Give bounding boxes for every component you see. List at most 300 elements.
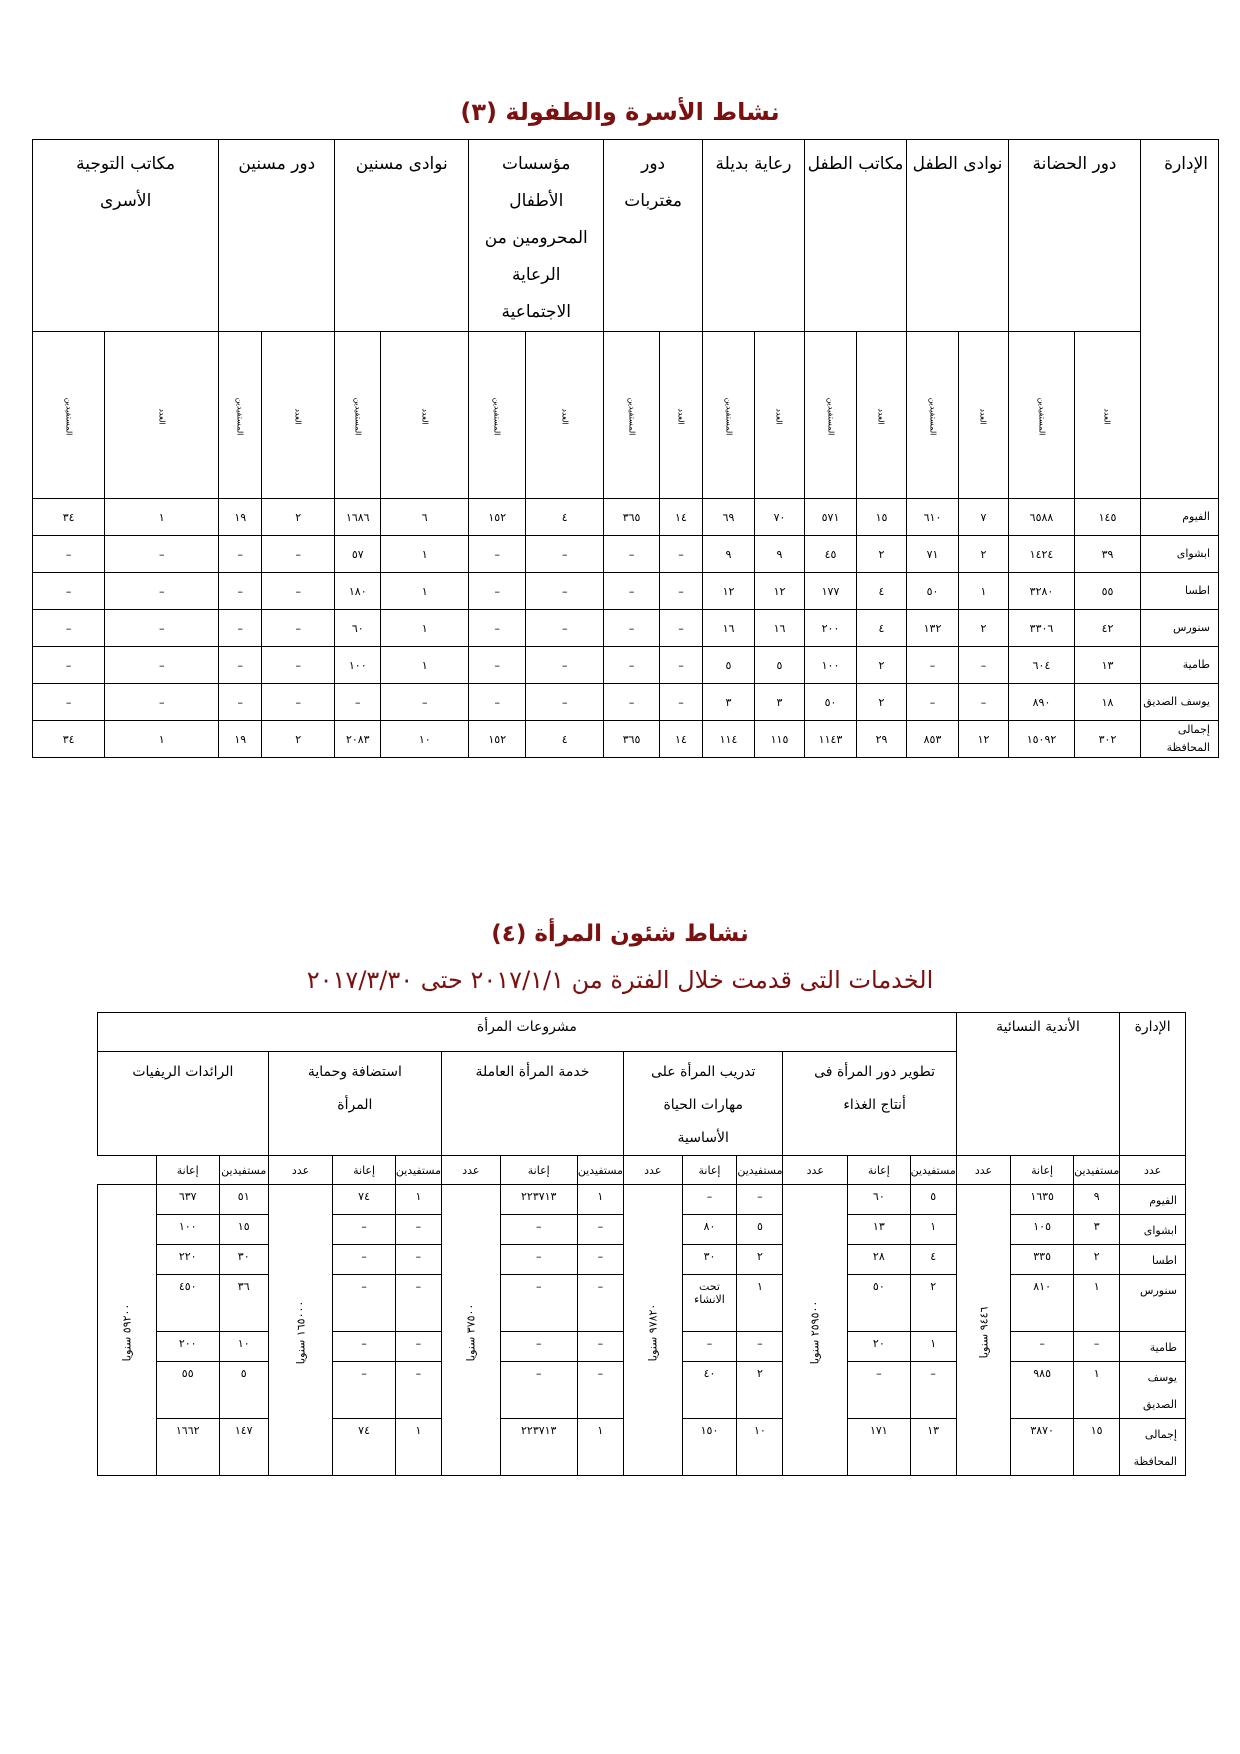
count-cell — [395, 1245, 441, 1275]
count-cell: ٥ — [219, 1362, 268, 1419]
beneficiaries-cell: ٢٨ — [848, 1245, 911, 1275]
data-cell — [604, 684, 660, 721]
data-cell: ٥ — [703, 647, 755, 684]
data-cell: ٥٠ — [805, 684, 857, 721]
data-cell — [604, 647, 660, 684]
count-cell — [577, 1332, 623, 1362]
data-cell: ٣٦٥ — [604, 499, 660, 536]
beneficiaries-cell — [500, 1215, 577, 1245]
group-header: دور مسنين — [219, 140, 335, 332]
count-cell — [395, 1275, 441, 1332]
admin-name-cell: سنورس — [1141, 610, 1219, 647]
group-header: مكاتب التوجية الأسرى — [33, 140, 219, 332]
data-cell — [907, 684, 959, 721]
data-cell: ١٥٢ — [469, 499, 526, 536]
project-header: استضافة وحماية المرأة — [268, 1052, 441, 1156]
count-cell: ٢ — [737, 1245, 783, 1275]
admin-name-cell: ابشواى — [1120, 1215, 1186, 1245]
data-cell — [33, 684, 105, 721]
data-cell: ٤ — [526, 721, 604, 758]
admin-name-cell: الفيوم — [1120, 1185, 1186, 1215]
data-cell: ٢ — [857, 536, 907, 573]
count-cell — [577, 1215, 623, 1245]
data-cell: ١٨٠ — [335, 573, 381, 610]
columns-row — [98, 1156, 1186, 1185]
aid-cell — [268, 1185, 333, 1476]
count-subheader: العدد — [262, 332, 335, 499]
data-cell: ٧ — [959, 499, 1009, 536]
admin-header: الإدارة — [1120, 1013, 1186, 1156]
data-cell — [469, 684, 526, 721]
count-cell: ٢ — [737, 1362, 783, 1419]
aid-cell — [956, 1185, 1010, 1476]
beneficiaries-cell — [333, 1245, 396, 1275]
aid-value: ٣٧٥٠٠ سنويا — [464, 1303, 478, 1362]
beneficiaries-header: مستفيدين — [737, 1156, 783, 1185]
beneficiaries-subheader: المستفيدين — [219, 332, 262, 499]
data-cell — [659, 684, 702, 721]
data-cell — [262, 647, 335, 684]
data-cell: ١٤ — [659, 499, 702, 536]
admin-header: الإدارة — [1141, 140, 1219, 499]
clubs-header: الأندية النسائية — [956, 1013, 1120, 1156]
data-cell: ١٠٠ — [335, 647, 381, 684]
data-cell: ٦٥٨٨ — [1009, 499, 1075, 536]
aid-value: ٩٧٨٢٠ سنويا — [646, 1303, 660, 1362]
count-cell: ٣٠ — [219, 1245, 268, 1275]
count-header: عدد — [956, 1156, 1010, 1185]
beneficiaries-cell: ١٠٥ — [1011, 1215, 1074, 1245]
data-cell: ١٢ — [703, 573, 755, 610]
data-cell: ٦٠٤ — [1009, 647, 1075, 684]
data-cell: ٩ — [755, 536, 805, 573]
data-cell — [105, 536, 219, 573]
group-header: رعاية بديلة — [703, 140, 805, 332]
count-subheader: العدد — [526, 332, 604, 499]
count-cell: ١٠ — [219, 1332, 268, 1362]
beneficiaries-cell — [500, 1275, 577, 1332]
beneficiaries-cell: ١٥٠ — [682, 1419, 737, 1476]
beneficiaries-cell — [333, 1215, 396, 1245]
data-cell — [105, 647, 219, 684]
beneficiaries-cell — [500, 1362, 577, 1419]
data-cell — [262, 573, 335, 610]
count-cell: ١ — [1074, 1362, 1120, 1419]
count-cell: ١ — [910, 1215, 956, 1245]
admin-name-cell: اطسا — [1141, 573, 1219, 610]
beneficiaries-subheader: المستفيدين — [33, 332, 105, 499]
data-cell — [105, 573, 219, 610]
admin-name-cell: يوسف الصديق — [1141, 684, 1219, 721]
data-cell — [959, 647, 1009, 684]
data-cell: ٤ — [526, 499, 604, 536]
aid-cell — [783, 1185, 848, 1476]
count-cell: ١ — [577, 1185, 623, 1215]
beneficiaries-subheader: المستفيدين — [604, 332, 660, 499]
beneficiaries-cell: ٢٠٠ — [156, 1332, 219, 1362]
count-cell: ١ — [577, 1419, 623, 1476]
beneficiaries-cell — [1011, 1332, 1074, 1362]
data-cell: ١ — [959, 573, 1009, 610]
count-cell: ١ — [737, 1275, 783, 1332]
group-header: دور الحضانة — [1009, 140, 1141, 332]
data-cell: ١٩ — [219, 499, 262, 536]
beneficiaries-cell: تحت الانشاء — [682, 1275, 737, 1332]
beneficiaries-subheader: المستفيدين — [703, 332, 755, 499]
data-cell: ٦١٠ — [907, 499, 959, 536]
beneficiaries-header: مستفيدين — [1074, 1156, 1120, 1185]
beneficiaries-header: مستفيدين — [577, 1156, 623, 1185]
data-cell: ١ — [105, 721, 219, 758]
section2-subtitle: الخدمات التى قدمت خلال الفترة من ٢٠١٧/١/١ حتى ٢٠١٧/٣/٣٠ — [306, 966, 934, 994]
data-cell: ١٤ — [659, 721, 702, 758]
count-cell — [1074, 1332, 1120, 1362]
data-cell — [33, 610, 105, 647]
data-cell: ٢ — [959, 536, 1009, 573]
project-header: خدمة المرأة العاملة — [441, 1052, 623, 1156]
data-cell — [604, 536, 660, 573]
admin-name-cell: إجمالى المحافظة — [1141, 721, 1219, 758]
beneficiaries-cell: ٦٠ — [848, 1185, 911, 1215]
count-cell: ١ — [395, 1419, 441, 1476]
data-cell — [33, 536, 105, 573]
aid-value: ٢٥٩٥٠٠ سنويا — [808, 1300, 822, 1365]
data-cell: ٢٠٨٣ — [335, 721, 381, 758]
data-cell: ١٥٠٩٢ — [1009, 721, 1075, 758]
count-subheader: العدد — [857, 332, 907, 499]
data-cell: ٣٢٨٠ — [1009, 573, 1075, 610]
count-cell: ١ — [395, 1185, 441, 1215]
project-header: تدريب المرأة على مهارات الحياة الأساسية — [623, 1052, 783, 1156]
count-cell: – — [737, 1185, 783, 1215]
beneficiaries-cell — [333, 1275, 396, 1332]
table-row — [98, 1185, 1186, 1215]
data-cell: ١٥ — [857, 499, 907, 536]
women-affairs-table — [97, 1012, 1186, 1476]
count-cell: ٤ — [910, 1245, 956, 1275]
beneficiaries-cell: ٣٠ — [682, 1245, 737, 1275]
data-cell — [469, 573, 526, 610]
data-cell: ١١٤٣ — [805, 721, 857, 758]
data-cell — [659, 647, 702, 684]
aid-cell — [623, 1185, 682, 1476]
data-cell — [469, 610, 526, 647]
data-cell: ١ — [105, 499, 219, 536]
count-cell: ١٣ — [910, 1419, 956, 1476]
data-cell — [604, 610, 660, 647]
group-header: دور مغتربات — [604, 140, 703, 332]
group-header: نوادى الطفل — [907, 140, 1009, 332]
count-cell: ٥ — [910, 1185, 956, 1215]
count-cell: ٩ — [1074, 1185, 1120, 1215]
data-cell: ١٤٢٤ — [1009, 536, 1075, 573]
table-row — [33, 684, 1219, 721]
data-cell: ٨٩٠ — [1009, 684, 1075, 721]
beneficiaries-cell: ٢٢٠ — [156, 1245, 219, 1275]
data-cell — [526, 647, 604, 684]
aid-header: إعانة — [500, 1156, 577, 1185]
beneficiaries-cell: ٨١٠ — [1011, 1275, 1074, 1332]
beneficiaries-cell: ٧٤ — [333, 1419, 396, 1476]
beneficiaries-subheader: المستفيدين — [907, 332, 959, 499]
beneficiaries-cell: ٦٣٧ — [156, 1185, 219, 1215]
section1-title: (٣) نشاط الأسرة والطفولة — [460, 98, 780, 126]
admin-name-cell: سنورس — [1120, 1275, 1186, 1332]
data-cell — [381, 684, 469, 721]
data-cell: ١٦٨٦ — [335, 499, 381, 536]
admin-name-cell: ابشواى — [1141, 536, 1219, 573]
data-cell: ١ — [381, 536, 469, 573]
family-childhood-table — [32, 139, 1219, 758]
beneficiaries-subheader: المستفيدين — [335, 332, 381, 499]
data-cell — [907, 647, 959, 684]
data-cell — [659, 573, 702, 610]
beneficiaries-cell: ١٠٠ — [156, 1215, 219, 1245]
count-cell — [577, 1275, 623, 1332]
aid-header: إعانة — [682, 1156, 737, 1185]
data-cell — [262, 610, 335, 647]
data-cell: ٣٤ — [33, 721, 105, 758]
data-cell: ١٦ — [755, 610, 805, 647]
data-cell: ١٦ — [703, 610, 755, 647]
data-cell: ٣٣٠٦ — [1009, 610, 1075, 647]
group-header: نوادى مسنين — [335, 140, 469, 332]
data-cell: ٢٠٠ — [805, 610, 857, 647]
aid-header: إعانة — [848, 1156, 911, 1185]
data-cell — [469, 647, 526, 684]
data-cell: ٧٠ — [755, 499, 805, 536]
count-cell — [395, 1215, 441, 1245]
count-cell — [395, 1332, 441, 1362]
data-cell — [33, 573, 105, 610]
beneficiaries-cell: ٣٣٥ — [1011, 1245, 1074, 1275]
section2-title: (٤) نشاط شئون المرأة — [491, 921, 749, 947]
data-cell — [33, 647, 105, 684]
aid-value: ٩٤٤٦ سنويا — [976, 1306, 990, 1359]
count-header: عدد — [783, 1156, 848, 1185]
aid-cell — [441, 1185, 500, 1476]
data-cell — [105, 610, 219, 647]
data-cell: ٢ — [262, 499, 335, 536]
group-header: مؤسسات الأطفال المحرومين من الرعاية الاجتماعية — [469, 140, 604, 332]
data-cell: ١٤٥ — [1075, 499, 1141, 536]
data-cell: ٤ — [857, 573, 907, 610]
data-cell: ٦٠ — [335, 610, 381, 647]
aid-cell — [98, 1185, 157, 1476]
count-cell — [737, 1332, 783, 1362]
data-cell — [526, 536, 604, 573]
beneficiaries-cell — [848, 1362, 911, 1419]
data-cell — [219, 573, 262, 610]
count-subheader: العدد — [105, 332, 219, 499]
table-row — [33, 573, 1219, 610]
data-cell: ١٠٠ — [805, 647, 857, 684]
count-cell: ٥١ — [219, 1185, 268, 1215]
beneficiaries-cell: ١٦٦٢ — [156, 1419, 219, 1476]
data-cell: ٣٦٥ — [604, 721, 660, 758]
aid-header: إعانة — [156, 1156, 219, 1185]
count-cell: ١ — [1074, 1275, 1120, 1332]
beneficiaries-cell: ٥٥ — [156, 1362, 219, 1419]
aid-value: ٥٩٢٠٠ سنويا — [120, 1303, 134, 1362]
data-cell — [105, 684, 219, 721]
count-cell — [577, 1245, 623, 1275]
count-cell: ١٤٧ — [219, 1419, 268, 1476]
beneficiaries-cell: ٤٥٠ — [156, 1275, 219, 1332]
admin-name-cell: يوسف الصديق — [1120, 1362, 1186, 1419]
table-row — [33, 499, 1219, 536]
count-header: عدد — [441, 1156, 500, 1185]
count-cell: ١٥ — [1074, 1419, 1120, 1476]
admin-name-cell: طامية — [1120, 1332, 1186, 1362]
data-cell: ٤ — [857, 610, 907, 647]
data-cell — [219, 684, 262, 721]
project-header: تطوير دور المرأة فى أنتاج الغذاء — [783, 1052, 956, 1156]
data-cell — [604, 573, 660, 610]
projects-header: مشروعات المرأة — [98, 1013, 957, 1052]
beneficiaries-cell: ٨٠ — [682, 1215, 737, 1245]
data-cell: ١٢ — [959, 721, 1009, 758]
count-cell: ٣٦ — [219, 1275, 268, 1332]
data-cell: ١٩ — [219, 721, 262, 758]
admin-name-cell: إجمالى المحافظة — [1120, 1419, 1186, 1476]
data-cell: ١٨ — [1075, 684, 1141, 721]
count-header: عدد — [268, 1156, 333, 1185]
data-cell: ٣٤ — [33, 499, 105, 536]
data-cell: ١ — [381, 610, 469, 647]
data-cell: ٥٥ — [1075, 573, 1141, 610]
data-cell — [262, 536, 335, 573]
data-cell — [262, 684, 335, 721]
count-cell: ١ — [910, 1332, 956, 1362]
beneficiaries-cell: ٩٨٥ — [1011, 1362, 1074, 1419]
table-subheader-row — [33, 332, 1219, 499]
admin-name-cell: الفيوم — [1141, 499, 1219, 536]
table-row — [33, 536, 1219, 573]
beneficiaries-cell: ١٣ — [848, 1215, 911, 1245]
beneficiaries-cell: ٢٢٣٧١٣ — [500, 1185, 577, 1215]
count-cell — [577, 1362, 623, 1419]
data-cell: ١١٤ — [703, 721, 755, 758]
data-cell: ٧١ — [907, 536, 959, 573]
data-cell: ١١٥ — [755, 721, 805, 758]
aid-value: ١٦٥٠٠٠ سنويا — [294, 1300, 308, 1365]
beneficiaries-subheader: المستفيدين — [805, 332, 857, 499]
count-header: عدد — [623, 1156, 682, 1185]
data-cell — [526, 573, 604, 610]
count-cell: ١٠ — [737, 1419, 783, 1476]
data-cell: ١ — [381, 647, 469, 684]
beneficiaries-cell: ١٦٣٥ — [1011, 1185, 1074, 1215]
beneficiaries-cell: ١٧١ — [848, 1419, 911, 1476]
data-cell: ١٣٢ — [907, 610, 959, 647]
aid-header: إعانة — [1011, 1156, 1074, 1185]
beneficiaries-cell: ٢٢٣٧١٣ — [500, 1419, 577, 1476]
data-cell: ٥٧ — [335, 536, 381, 573]
data-cell — [959, 684, 1009, 721]
project-header: الرائدات الريفيات — [98, 1052, 269, 1156]
count-cell — [395, 1362, 441, 1419]
data-cell — [469, 536, 526, 573]
table-row — [33, 610, 1219, 647]
beneficiaries-cell: – — [682, 1185, 737, 1215]
data-cell: ١٥٢ — [469, 721, 526, 758]
data-cell: ٦ — [381, 499, 469, 536]
data-cell: ١٠ — [381, 721, 469, 758]
data-cell — [335, 684, 381, 721]
data-cell: ٢ — [857, 684, 907, 721]
data-cell: ٢ — [857, 647, 907, 684]
table-header-row — [33, 140, 1219, 332]
aid-header: إعانة — [333, 1156, 396, 1185]
data-cell: ٥ — [755, 647, 805, 684]
beneficiaries-cell: ٧٤ — [333, 1185, 396, 1215]
table-row — [33, 647, 1219, 684]
beneficiaries-cell — [333, 1362, 396, 1419]
table-row — [33, 721, 1219, 758]
data-cell: ٥٧١ — [805, 499, 857, 536]
beneficiaries-subheader: المستفيدين — [1009, 332, 1075, 499]
count-cell — [910, 1362, 956, 1419]
data-cell: ١٢ — [755, 573, 805, 610]
beneficiaries-header: مستفيدين — [910, 1156, 956, 1185]
beneficiaries-subheader: المستفيدين — [469, 332, 526, 499]
data-cell: ٣ — [703, 684, 755, 721]
data-cell: ٣٠٢ — [1075, 721, 1141, 758]
data-cell: ١٣ — [1075, 647, 1141, 684]
data-cell: ٨٥٣ — [907, 721, 959, 758]
data-cell: ٩ — [703, 536, 755, 573]
count-subheader: العدد — [381, 332, 469, 499]
beneficiaries-header: مستفيدين — [395, 1156, 441, 1185]
beneficiaries-cell: ٢٠ — [848, 1332, 911, 1362]
count-subheader: العدد — [755, 332, 805, 499]
beneficiaries-header: مستفيدين — [219, 1156, 268, 1185]
data-cell — [219, 610, 262, 647]
data-cell — [219, 647, 262, 684]
beneficiaries-cell — [682, 1332, 737, 1362]
data-cell — [659, 610, 702, 647]
beneficiaries-cell: ٤٠ — [682, 1362, 737, 1419]
admin-name-cell: اطسا — [1120, 1245, 1186, 1275]
beneficiaries-cell — [500, 1332, 577, 1362]
count-subheader: العدد — [959, 332, 1009, 499]
data-cell: ١٧٧ — [805, 573, 857, 610]
data-cell: ٥٠ — [907, 573, 959, 610]
group-header: مكاتب الطفل — [805, 140, 907, 332]
count-cell: ٢ — [1074, 1245, 1120, 1275]
count-cell: ٥ — [737, 1215, 783, 1245]
admin-name-cell: طامية — [1141, 647, 1219, 684]
data-cell: ١ — [381, 573, 469, 610]
data-cell — [526, 610, 604, 647]
data-cell: ٣٩ — [1075, 536, 1141, 573]
beneficiaries-cell: ٣٨٧٠ — [1011, 1419, 1074, 1476]
data-cell: ٤٢ — [1075, 610, 1141, 647]
count-subheader: العدد — [659, 332, 702, 499]
data-cell: ٦٩ — [703, 499, 755, 536]
data-cell: ٢٩ — [857, 721, 907, 758]
table-header-row — [98, 1013, 1186, 1052]
beneficiaries-cell — [500, 1245, 577, 1275]
count-cell: ٢ — [910, 1275, 956, 1332]
data-cell: ٢ — [959, 610, 1009, 647]
data-cell — [659, 536, 702, 573]
data-cell — [219, 536, 262, 573]
count-header: عدد — [1120, 1156, 1186, 1185]
count-subheader: العدد — [1075, 332, 1141, 499]
data-cell: ٤٥ — [805, 536, 857, 573]
